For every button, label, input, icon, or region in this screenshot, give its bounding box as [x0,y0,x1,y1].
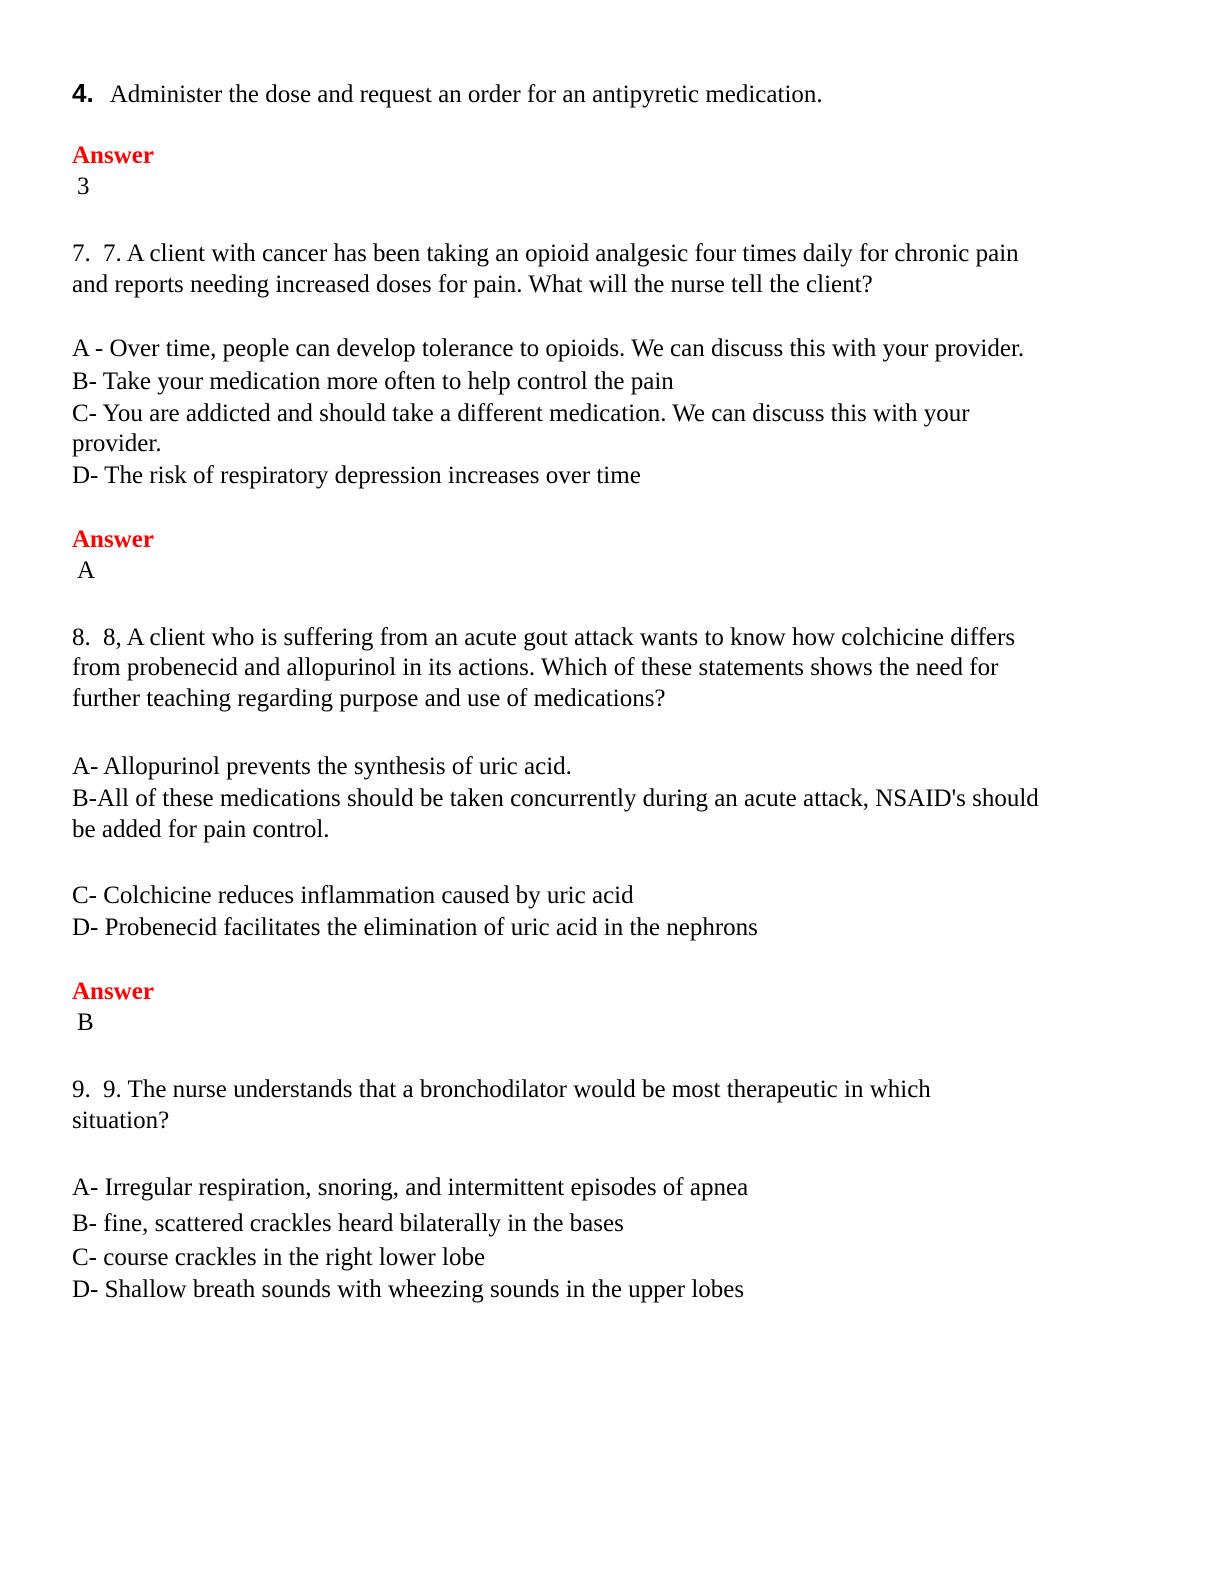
item-4-number: 4. [72,78,94,108]
question-8-option-d: D- Probenecid facilitates the elimination of uric acid in the nephrons [72,914,758,941]
question-8-option-b: B-All of these medications should be taken concurrently during an acute attack, NSAID's should [72,785,1039,812]
answer-value-question-7: A [77,557,96,584]
answer-value-question-8: B [77,1009,94,1036]
question-7-line-2: and reports needing increased doses for pain. What will the nurse tell the client? [72,271,873,298]
question-8-line-3: further teaching regarding purpose and use of medications? [72,685,666,712]
answer-label-question-8: Answer [72,978,154,1005]
question-7-option-b: B- Take your medication more often to help control the pain [72,368,674,395]
question-8-text-1: 8, A client who is suffering from an acute gout attack wants to know how colchicine differs [103,624,1016,651]
question-7-option-a: A - Over time, people can develop tolerance to opioids. We can discuss this with your provider. [72,335,1025,362]
answer-label-item-4: Answer [72,142,154,169]
question-9-number: 9. [72,1076,91,1103]
item-4-text: Administer the dose and request an order for an antipyretic medication. [109,81,823,108]
question-9-line-1 [72,1075,931,1105]
answer-value-item-4: 3 [77,173,90,200]
question-8-line-1 [72,623,1015,653]
question-8-number: 8. [72,624,91,651]
question-9-line-2: situation? [72,1107,170,1134]
question-8-option-a: A- Allopurinol prevents the synthesis of uric acid. [72,753,572,780]
question-9-option-b: B- fine, scattered crackles heard bilaterally in the bases [72,1210,624,1237]
question-9-text-1: 9. The nurse understands that a bronchodilator would be most therapeutic in which [103,1076,931,1103]
question-7-number: 7. [72,240,91,267]
question-8-line-2: from probenecid and allopurinol in its actions. Which of these statements shows the need for [72,654,999,681]
question-7-line-1 [72,239,1019,269]
question-8-option-b-cont: be added for pain control. [72,816,330,843]
answer-label-question-7: Answer [72,526,154,553]
question-7-option-c: C- You are addicted and should take a different medication. We can discuss this with your [72,400,970,427]
question-9-option-c: C- course crackles in the right lower lobe [72,1244,486,1271]
question-7-text-1: 7. A client with cancer has been taking an opioid analgesic four times daily for chronic pain [103,240,1019,267]
question-9-option-d: D- Shallow breath sounds with wheezing sounds in the upper lobes [72,1276,745,1303]
question-8-option-c: C- Colchicine reduces inflammation caused by uric acid [72,882,634,909]
question-7-option-d: D- The risk of respiratory depression increases over time [72,462,641,489]
item-4 [72,78,823,110]
question-9-option-a: A- Irregular respiration, snoring, and intermittent episodes of apnea [72,1174,749,1201]
question-7-option-c-cont: provider. [72,430,162,457]
